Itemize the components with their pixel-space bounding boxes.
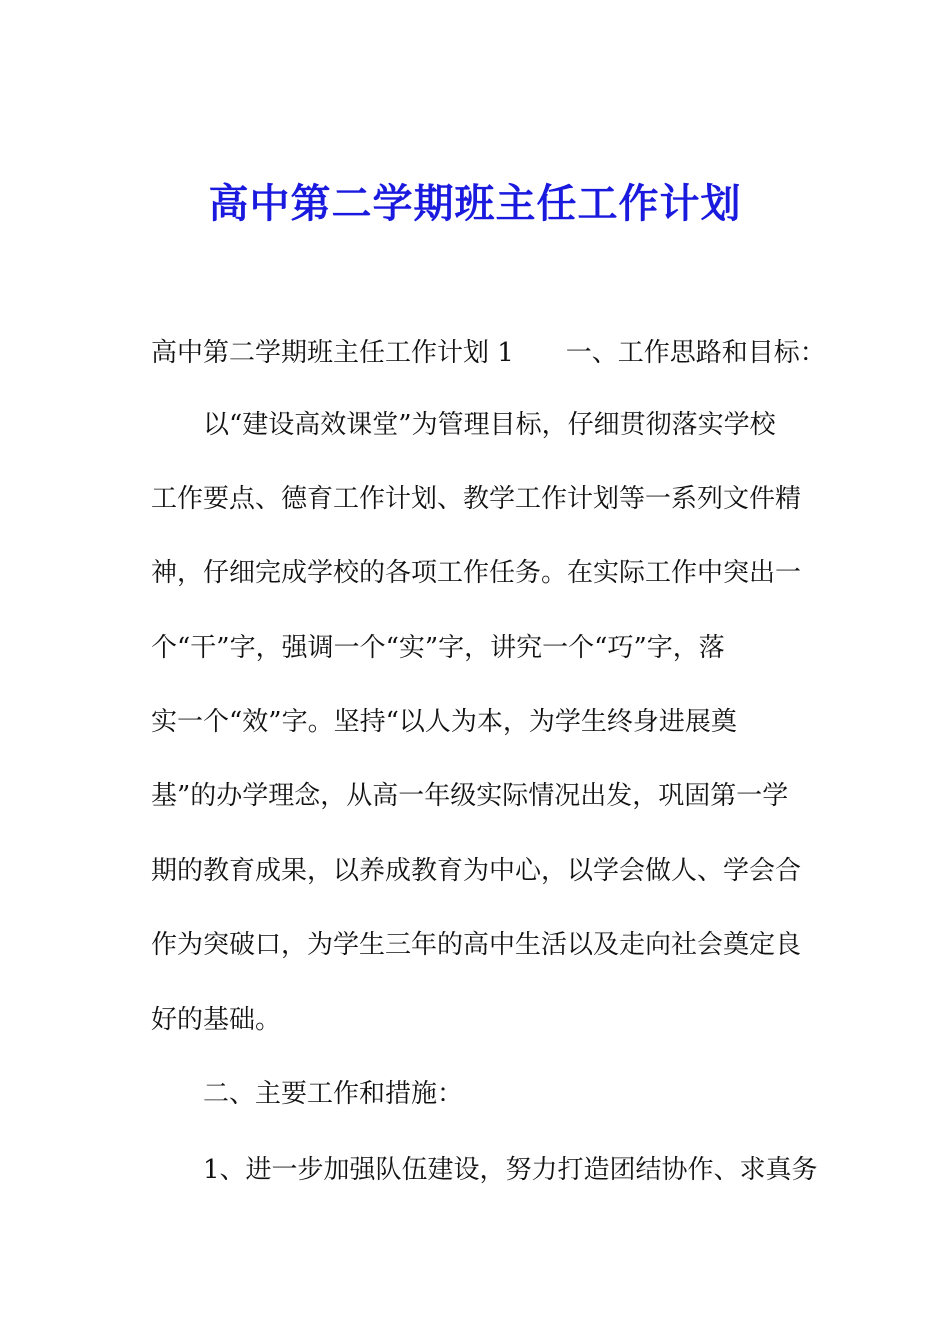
text-line-8: 期的教育成果，以养成教育为中心，以学会做人、学会合 xyxy=(151,856,802,886)
text-line-5: 个“干”字，强调一个“实”字，讲究一个“巧”字，落 xyxy=(151,633,725,663)
text-line-1: 高中第二学期班主任工作计划 1 一、工作思路和目标： xyxy=(151,338,826,368)
text-line-10: 好的基础。 xyxy=(151,1005,282,1035)
text-line-4: 神，仔细完成学校的各项工作任务。在实际工作中突出一 xyxy=(151,558,802,588)
text-line-7: 基”的办学理念，从高一年级实际情况出发，巩固第一学 xyxy=(151,781,789,811)
text-line-6: 实一个“效”字。坚持“以人为本，为学生终身进展奠 xyxy=(151,707,737,737)
text-line-2: 以“建设高效课堂”为管理目标，仔细贯彻落实学校 xyxy=(203,410,776,440)
text-line-12: 1、进一步加强队伍建设，努力打造团结协作、求真务 xyxy=(203,1155,818,1185)
document-title: 高中第二学期班主任工作计划 xyxy=(208,180,742,227)
text-line-3: 工作要点、德育工作计划、教学工作计划等一系列文件精 xyxy=(151,484,802,514)
section-heading-2: 二、主要工作和措施： xyxy=(203,1079,464,1109)
text-line-9: 作为突破口，为学生三年的高中生活以及走向社会奠定良 xyxy=(151,930,802,960)
